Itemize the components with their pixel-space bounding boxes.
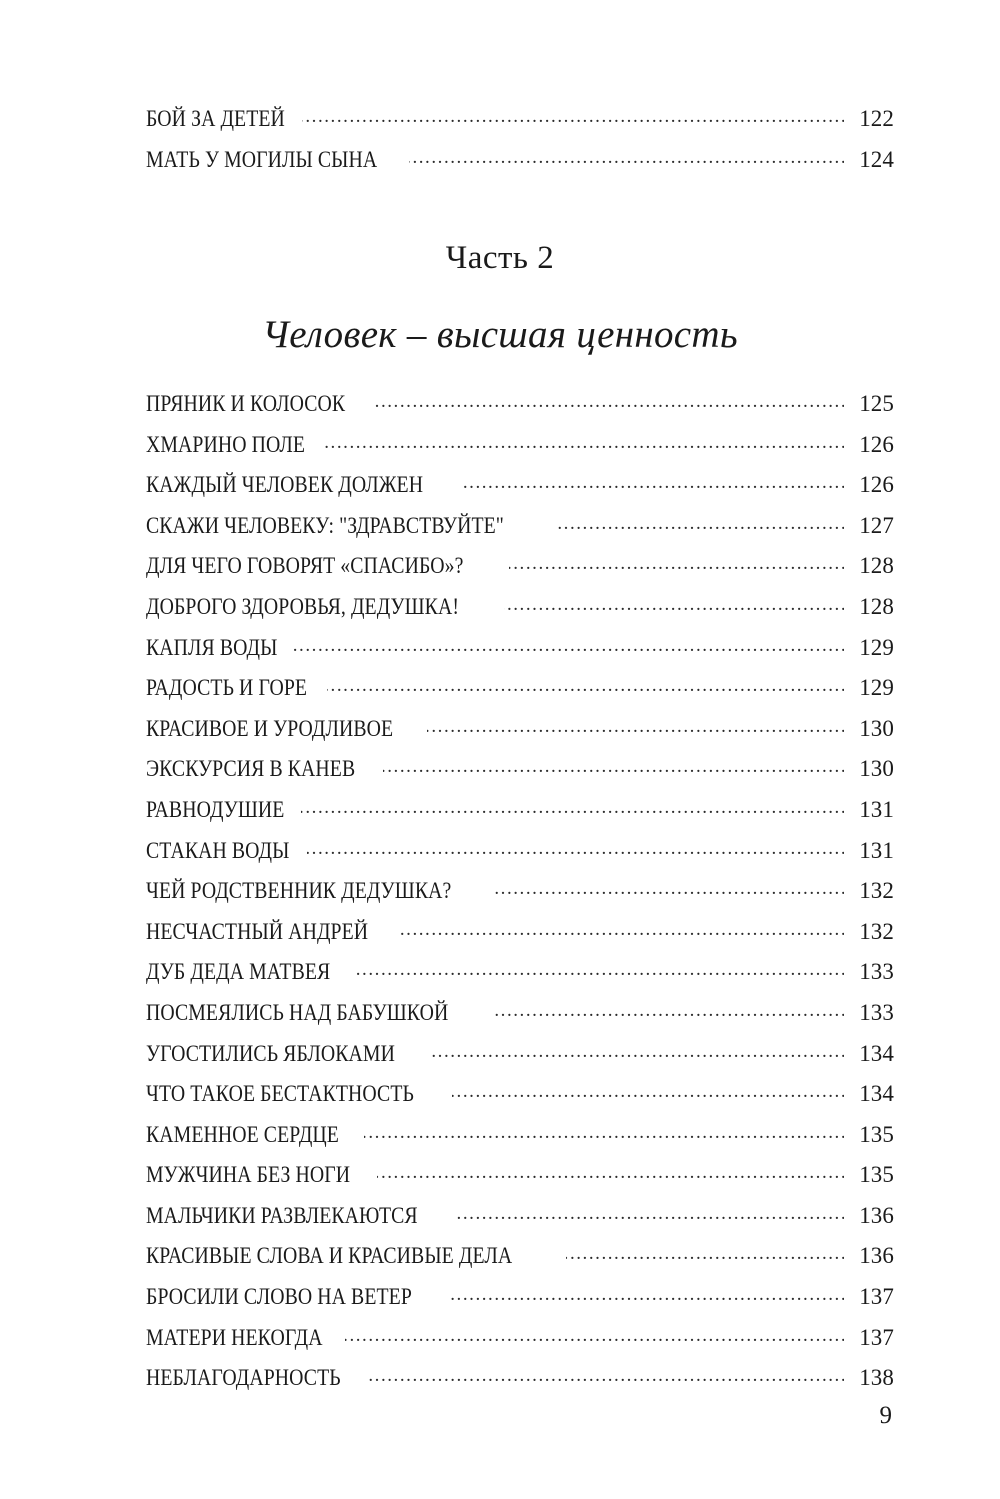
toc-entry[interactable] [146,709,894,750]
toc-leader-dots [409,144,844,167]
toc-leader-dots [462,469,844,492]
toc-entry-title: ЧТО ТАКОЕ БЕСТАКТНОСТЬ [146,1081,414,1107]
toc-leader-dots [398,916,844,939]
toc-entry[interactable] [146,1155,894,1196]
toc-entry[interactable] [146,1074,894,1115]
toc-entry-title: НЕСЧАСТНЫЙ АНДРЕЙ [146,918,369,944]
toc-entry-page: 122 [859,106,894,131]
toc-entry-page: 134 [859,1081,894,1107]
toc-leader-dots [293,632,844,655]
toc-entry-page: 134 [859,1040,894,1066]
toc-leader-dots [556,510,844,533]
toc-leader-dots [509,550,844,573]
toc-leader-dots [492,997,844,1020]
toc-entry[interactable] [146,506,894,547]
toc-entry-title: ДЛЯ ЧЕГО ГОВОРЯТ «СПАСИБО»? [146,553,464,579]
toc-leader-dots [504,591,844,614]
toc-leader-dots [366,1362,844,1385]
toc-entry-page: 124 [859,146,894,172]
toc-entry[interactable] [146,1236,894,1277]
toc-entry-page: 130 [859,756,894,782]
toc-entry-title: КАПЛЯ ВОДЫ [146,634,278,660]
toc-entry-title: МАТЕРИ НЕКОГДА [146,1324,323,1350]
toc-entry[interactable] [146,384,894,425]
toc-entry-title: ХМАРИНО ПОЛЕ [146,431,306,457]
toc-entry-page: 132 [859,918,894,944]
toc-entry-page: 133 [859,999,894,1025]
toc-entry[interactable] [146,1277,894,1318]
toc-leader-dots [377,1159,844,1182]
toc-entry-title: УГОСТИЛИСЬ ЯБЛОКАМИ [146,1040,395,1066]
toc-entry-page: 135 [859,1162,894,1188]
toc-entry-title: БРОСИЛИ СЛОВО НА ВЕТЕР [146,1284,412,1310]
toc-entry[interactable] [146,546,894,587]
toc-leader-dots [307,835,844,858]
toc-entry[interactable] [146,465,894,506]
toc-entry-title: БОЙ ЗА ДЕТЕЙ [146,106,285,131]
toc-leader-dots [452,1078,844,1101]
toc-entry-page: 128 [859,553,894,579]
toc-entry[interactable] [146,1358,894,1399]
toc-entry-title: РАДОСТЬ И ГОРЕ [146,675,308,701]
toc-section-part-2 [146,384,894,1399]
toc-entry[interactable] [146,952,894,993]
toc-entry-page: 131 [859,837,894,863]
toc-leader-dots [327,672,844,695]
toc-entry[interactable] [146,912,894,953]
toc-leader-dots [495,875,844,898]
toc-leader-dots [364,1119,844,1142]
page-number: 9 [879,1402,892,1429]
toc-entry-page: 129 [859,634,894,660]
toc-entry[interactable] [146,99,894,140]
toc-entry-page: 130 [859,715,894,741]
toc-leader-dots [430,1038,844,1061]
toc-entry[interactable] [146,628,894,669]
toc-entry-page: 126 [859,472,894,498]
toc-leader-dots [566,1240,844,1263]
toc-entry-title: МАЛЬЧИКИ РАЗВЛЕКАЮТСЯ [146,1202,418,1228]
toc-entry[interactable] [146,1318,894,1359]
toc-leader-dots [345,1322,844,1345]
toc-entry-page: 136 [859,1243,894,1269]
toc-entry[interactable] [146,831,894,872]
toc-entry-title: МАТЬ У МОГИЛЫ СЫНА [146,146,378,172]
toc-leader-dots [325,429,844,452]
toc-leader-dots [427,713,844,736]
toc-leader-dots [383,753,844,776]
toc-entry-title: ДУБ ДЕДА МАТВЕЯ [146,959,331,985]
toc-entry-title: РАВНОДУШИЕ [146,796,285,822]
toc-entry-page: 126 [859,431,894,457]
toc-entry-page: 138 [859,1365,894,1391]
toc-entry-title: СКАЖИ ЧЕЛОВЕКУ: "ЗДРАВСТВУЙТЕ" [146,512,504,538]
toc-entry[interactable] [146,790,894,831]
toc-entry-title: СТАКАН ВОДЫ [146,837,290,863]
toc-entry-title: ЭКСКУРСИЯ В КАНЕВ [146,756,356,782]
toc-entry-title: КАМЕННОЕ СЕРДЦЕ [146,1121,339,1147]
toc-leader-dots [449,1281,844,1304]
toc-leader-dots [301,794,844,817]
toc-entry[interactable] [146,749,894,790]
toc-entry-title: МУЖЧИНА БЕЗ НОГИ [146,1162,351,1188]
toc-entry-page: 135 [859,1121,894,1147]
toc-entry[interactable] [146,871,894,912]
toc-entry-title: ЧЕЙ РОДСТВЕННИК ДЕДУШКА? [146,878,452,904]
part-label: Часть 2 [445,240,555,276]
toc-leader-dots [354,956,844,979]
toc-entry-title: КАЖДЫЙ ЧЕЛОВЕК ДОЛЖЕН [146,472,424,498]
toc-entry-page: 125 [859,391,894,416]
toc-section-previous [146,99,894,180]
toc-entry-title: КРАСИВОЕ И УРОДЛИВОЕ [146,715,394,741]
toc-leader-dots [456,1200,844,1223]
toc-entry-page: 136 [859,1202,894,1228]
toc-leader-dots [372,388,844,411]
toc-entry-title: ДОБРОГО ЗДОРОВЬЯ, ДЕДУШКА! [146,593,459,619]
toc-entry-title: ПОСМЕЯЛИСЬ НАД БАБУШКОЙ [146,999,449,1025]
toc-entry-page: 137 [859,1284,894,1310]
part-title: Человек – высшая ценность [262,313,738,356]
toc-entry[interactable] [146,425,894,466]
toc-entry[interactable] [146,587,894,628]
toc-entry-title: НЕБЛАГОДАРНОСТЬ [146,1365,341,1391]
toc-entry-page: 127 [859,512,894,538]
toc-entry-page: 132 [859,878,894,904]
toc-entry[interactable] [146,140,894,181]
toc-entry-title: ПРЯНИК И КОЛОСОК [146,391,346,416]
toc-entry-page: 131 [859,796,894,822]
toc-entry-title: КРАСИВЫЕ СЛОВА И КРАСИВЫЕ ДЕЛА [146,1243,513,1269]
toc-entry[interactable] [146,1115,894,1156]
toc-entry[interactable] [146,993,894,1034]
toc-leader-dots [302,103,844,126]
toc-entry-page: 128 [859,593,894,619]
toc-entry[interactable] [146,668,894,709]
toc-entry-page: 129 [859,675,894,701]
toc-entry[interactable] [146,1196,894,1237]
toc-entry[interactable] [146,1034,894,1075]
toc-entry-page: 137 [859,1324,894,1350]
toc-entry-page: 133 [859,959,894,985]
